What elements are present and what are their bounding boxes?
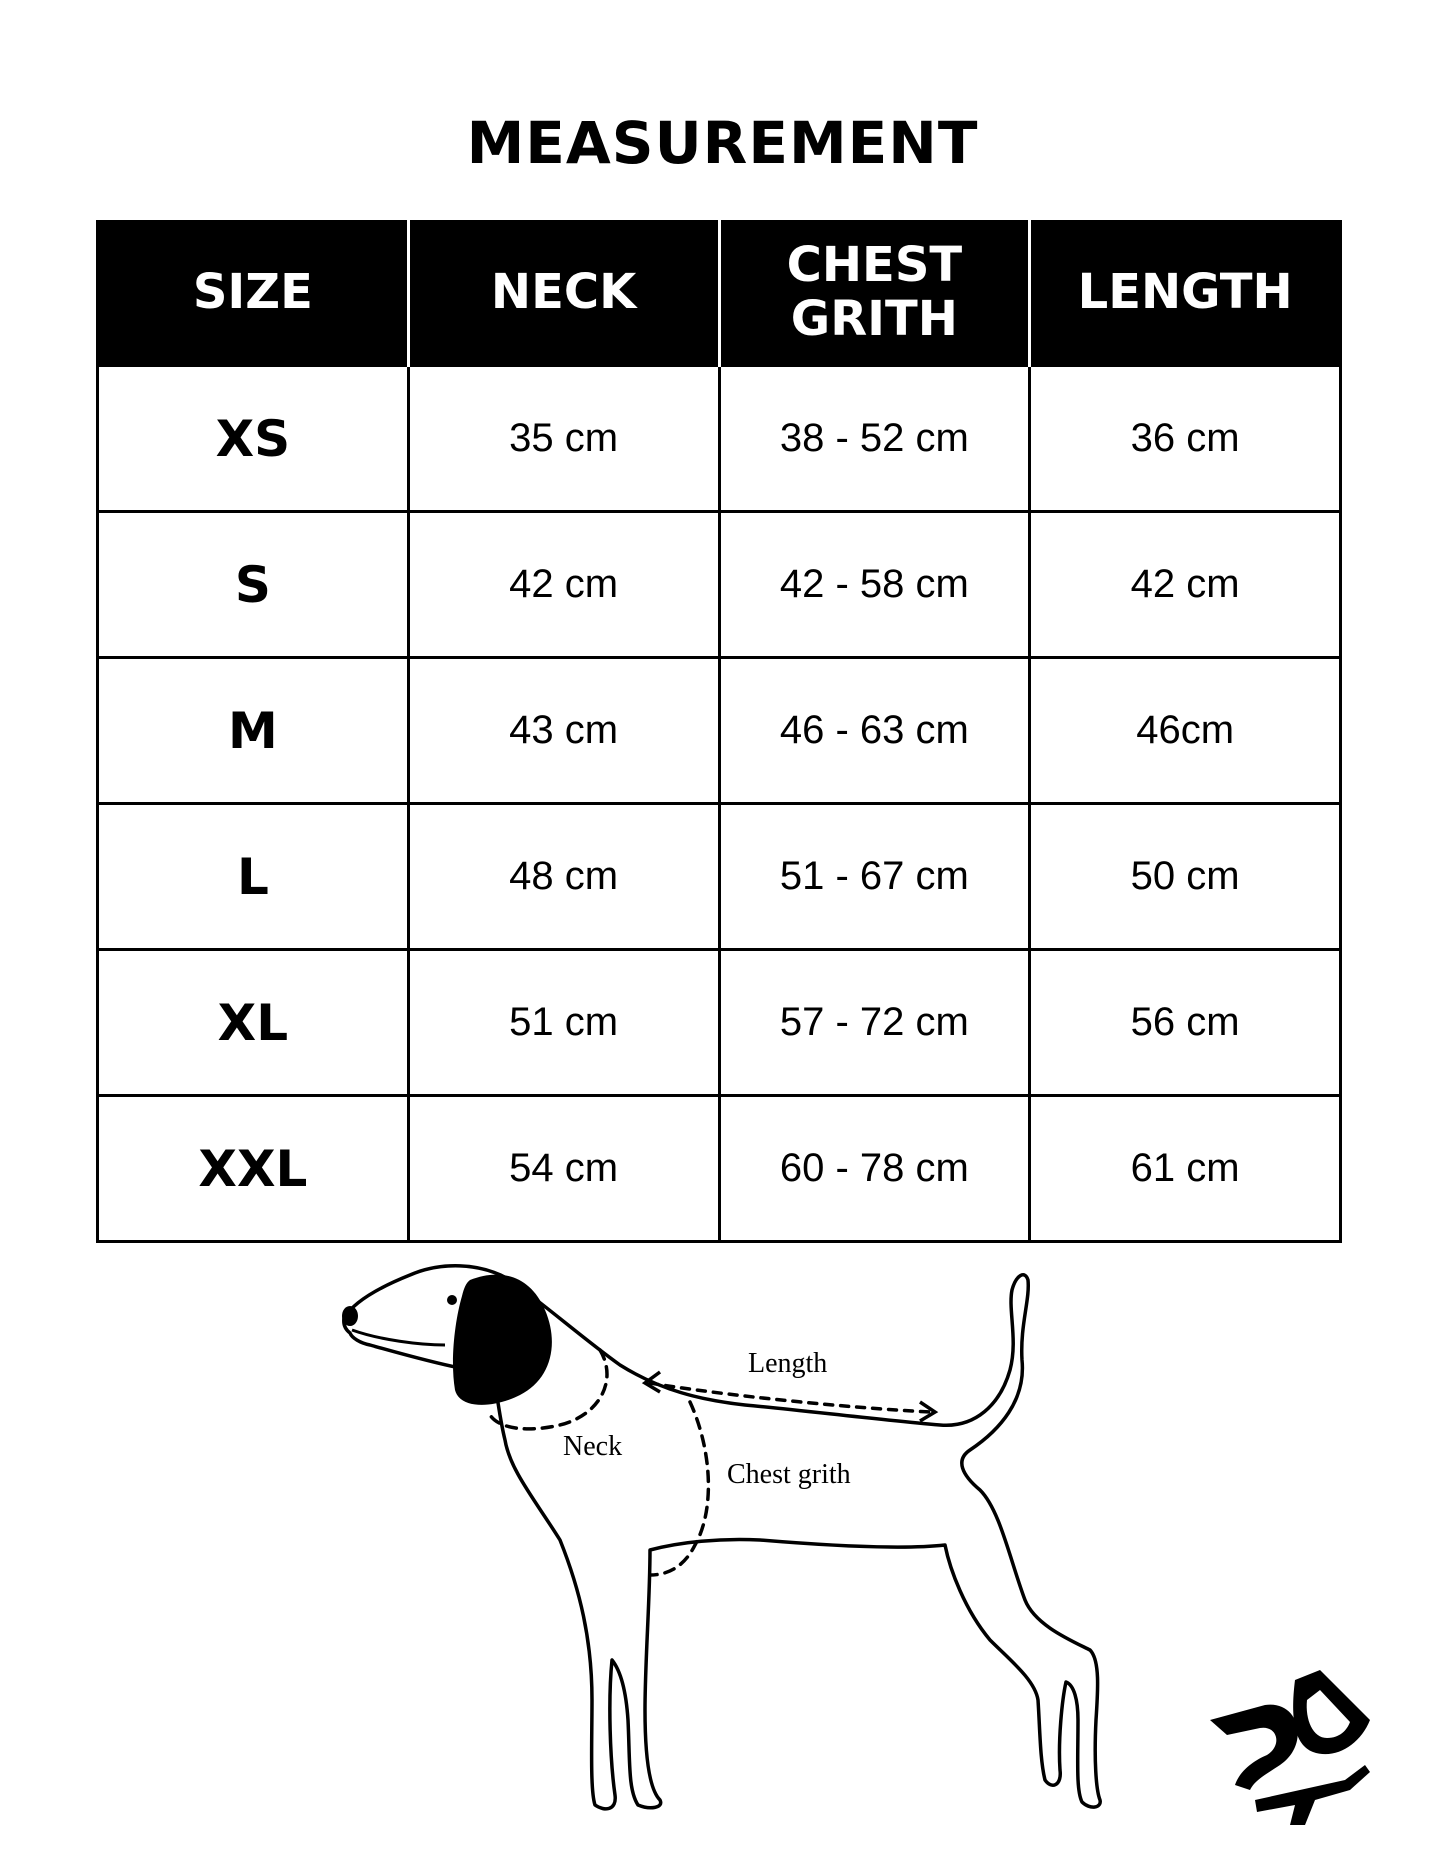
chest-cell: 60 - 78 cm xyxy=(719,1096,1030,1242)
chest-cell: 38 - 52 cm xyxy=(719,366,1030,512)
page-title: MEASUREMENT xyxy=(466,109,979,177)
size-cell: XS xyxy=(98,366,409,512)
chest-cell: 42 - 58 cm xyxy=(719,512,1030,658)
header-size: SIZE xyxy=(98,220,409,366)
size-cell: XL xyxy=(98,950,409,1096)
table-row xyxy=(98,1096,1341,1242)
chest-grith-label: Chest grith xyxy=(727,1459,851,1490)
table-row xyxy=(98,512,1341,658)
logo-shape-left xyxy=(1210,1705,1298,1790)
size-cell: L xyxy=(98,804,409,950)
table-row xyxy=(98,804,1341,950)
chest-cell: 46 - 63 cm xyxy=(719,658,1030,804)
neck-label: Neck xyxy=(563,1431,623,1462)
table-row xyxy=(98,366,1341,512)
size-cell: XXL xyxy=(98,1096,409,1242)
size-cell: S xyxy=(98,512,409,658)
neck-cell: 54 cm xyxy=(408,1096,719,1242)
logo-shape-head xyxy=(1293,1670,1370,1754)
table-header-row xyxy=(98,220,1341,366)
length-label: Length xyxy=(748,1348,828,1379)
logo-shape-tail xyxy=(1255,1765,1370,1825)
length-cell: 56 cm xyxy=(1030,950,1341,1096)
nose-icon xyxy=(342,1306,358,1326)
ear-icon xyxy=(453,1275,552,1405)
length-cell: 36 cm xyxy=(1030,366,1341,512)
chest-cell: 57 - 72 cm xyxy=(719,950,1030,1096)
neck-cell: 42 cm xyxy=(408,512,719,658)
size-cell: M xyxy=(98,658,409,804)
header-length: LENGTH xyxy=(1030,220,1341,366)
length-cell: 42 cm xyxy=(1030,512,1341,658)
length-cell: 61 cm xyxy=(1030,1096,1341,1242)
length-cell: 46cm xyxy=(1030,658,1341,804)
neck-cell: 48 cm xyxy=(408,804,719,950)
neck-cell: 35 cm xyxy=(408,366,719,512)
neck-cell: 43 cm xyxy=(408,658,719,804)
length-cell: 50 cm xyxy=(1030,804,1341,950)
table-row xyxy=(98,658,1341,804)
header-neck: NECK xyxy=(408,220,719,366)
eye-icon xyxy=(447,1295,457,1305)
brand-logo-icon xyxy=(1195,1660,1395,1840)
size-chart-table xyxy=(96,220,1342,1243)
neck-cell: 51 cm xyxy=(408,950,719,1096)
table-row xyxy=(98,950,1341,1096)
chest-cell: 51 - 67 cm xyxy=(719,804,1030,950)
header-chest-grith: CHEST GRITH xyxy=(719,220,1030,366)
